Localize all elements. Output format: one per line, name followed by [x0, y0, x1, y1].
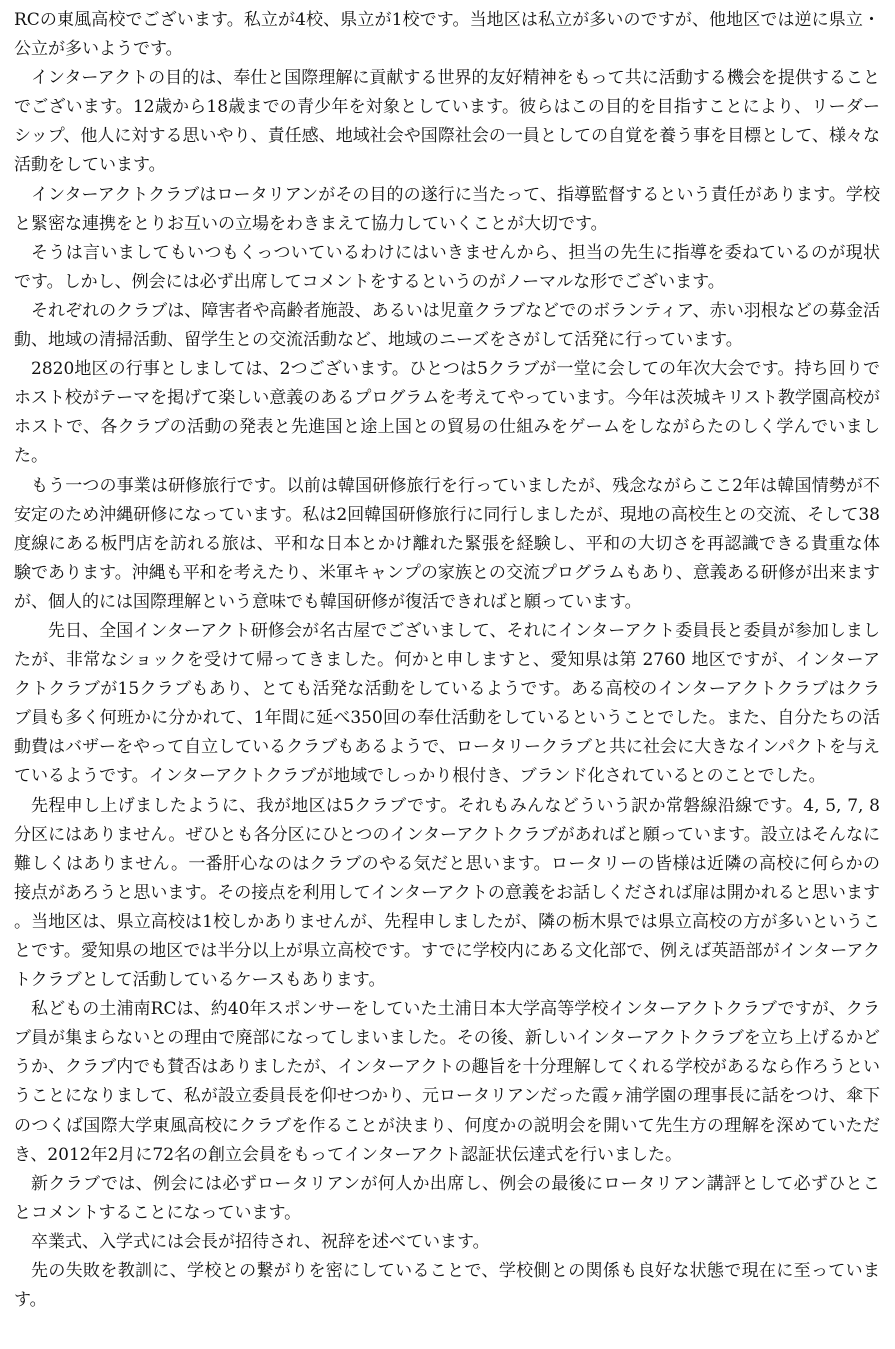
paragraph-2: インターアクトの目的は、奉仕と国際理解に貢献する世界的友好精神をもって共に活動する機会を提供することでございます。12歳から18歳までの青少年を対象としています。彼らはこの目的を目指すことにより、リーダーシップ、他人に対する思いやり、責任感、地域社会や国際社会の一員としての自覚を養う事を目標として、様々な活動をしています。 [14, 68, 880, 176]
paragraph-3: インターアクトクラブはロータリアンがその目的の遂行に当たって、指導監督するという責任があります。学校と緊密な連携をとりお互いの立場をわきまえて協力していくことが大切です。 [14, 184, 880, 234]
paragraph-5: それぞれのクラブは、障害者や高齢者施設、あるいは児童クラブなどでのボランティア、赤い羽根などの募金活動、地域の清掃活動、留学生との交流活動など、地域のニーズをさがして活発に行っています。 [14, 300, 880, 351]
paragraph-7: もう一つの事業は研修旅行です。以前は韓国研修旅行を行っていましたが、残念ながらここ2年は韓国情勢が不安定のため沖縄研修になっています。私は2回韓国研修旅行に同行しましたが、現地の高校生との交流、そして38度線にある板門店を訪れる旅は、平和な日本とかけ離れた緊張を経験し、平和の大切さを再認識できる貴重な体験であります。沖縄も平和を考えたり、米軍キャンプの家族との交流プログラムもあり、意義ある研修が出来ますが、個人的には国際理解という意味でも韓国研修が復活できればと願っています。 [14, 475, 880, 612]
paragraph-4: そうは言いましてもいつもくっついているわけにはいきませんから、担当の先生に指導を委ねているのが現状です。しかし、例会には必ず出席してコメントをするというのがノーマルな形でございます。 [14, 242, 880, 292]
paragraph-12: 卒業式、入学式には会長が招待され、祝辞を述べています。 [31, 1231, 490, 1252]
paragraph-11: 新クラブでは、例会には必ずロータリアンが何人か出席し、例会の最後にロータリアン講評として必ずひとことコメントすることになっています。 [14, 1173, 880, 1223]
paragraph-10: 私どもの土浦南RCは、約40年スポンサーをしていた土浦日本大学高等学校インターアクトクラブですが、クラブ員が集まらないとの理由で廃部になってしまいました。その後、新しいインターアクトクラブを立ち上げるかどうか、クラブ内でも賛否はありましたが、インターアクトの趣旨を十分理解してくれる学校があるなら作ろうということになりまして、私が設立委員長を仰せつかり、元ロータリアンだった霞ヶ浦学園の理事長に話をつけ、傘下のつくば国際大学東風高校にクラブを作ることが決まり、何度かの説明会を開いて先生方の理解を深めていただき、2012年2月に72名の創立会員をもってインターアクト認証状伝達式を行いました。 [14, 999, 880, 1165]
paragraph-8: 先日、全国インターアクト研修会が名古屋でございまして、それにインターアクト委員長と委員が参加しましたが、非常なショックを受けて帰ってきました。何かと申しますと、愛知県は第 2760 地区ですが、インターアクトクラブが15クラブもあり、とても活発な活動をしているようです。ある高校のインターアクトクラブはクラブ員も多く何班かに分かれて、1年間に延べ350回の奉仕活動をしているということでした。また、自分たちの活動費はバザーをやって自立しているクラブもあるようで、ロータリークラブと共に社会に大きなインパクトを与えているようです。インターアクトクラブが地域でしっかり根付き、ブランド化されているとのことでした。 [14, 620, 880, 787]
paragraph-1: RCの東風高校でございます。私立が4校、県立が1校です。当地区は私立が多いのですが、他地区では逆に県立・公立が多いようです。 [14, 10, 880, 60]
paragraph-6: 2820地区の行事としましては、2つございます。ひとつは5クラブが一堂に会しての年次大会です。持ち回りでホスト校がテーマを掲げて楽しい意義のあるプログラムを考えてやっています。今年は茨城キリスト教学園高校がホストで、各クラブの活動の発表と先進国と途上国との貿易の仕組みをゲームをしながらたのしく学んでいました。 [14, 359, 880, 467]
paragraph-13: 先の失敗を教訓に、学校との繋がりを密にしていることで、学校側との関係も良好な状態で現在に至っています。 [14, 1261, 880, 1311]
paragraph-9: 先程申し上げましたように、我が地区は5クラブです。それもみんなどういう訳か常磐線沿線です。4, 5, 7, 8分区にはありません。ぜひとも各分区にひとつのインターアクトクラブがあればと願っています。設立はそんなに難しくはありません。一番肝心なのはクラブのやる気だと思います。ロータリーの皆様は近隣の高校に何らかの接点があろうと思います。その接点を利用してインターアクトの意義をお話しくだされば扉は開かれると思います。当地区は、県立高校は1校しかありませんが、先程申しましたが、隣の栃木県では県立高校の方が多いということです。愛知県の地区では半分以上が県立高校です。すでに学校内にある文化部で、例えば英語部がインターアクトクラブとして活動しているケースもあります。 [14, 795, 880, 991]
